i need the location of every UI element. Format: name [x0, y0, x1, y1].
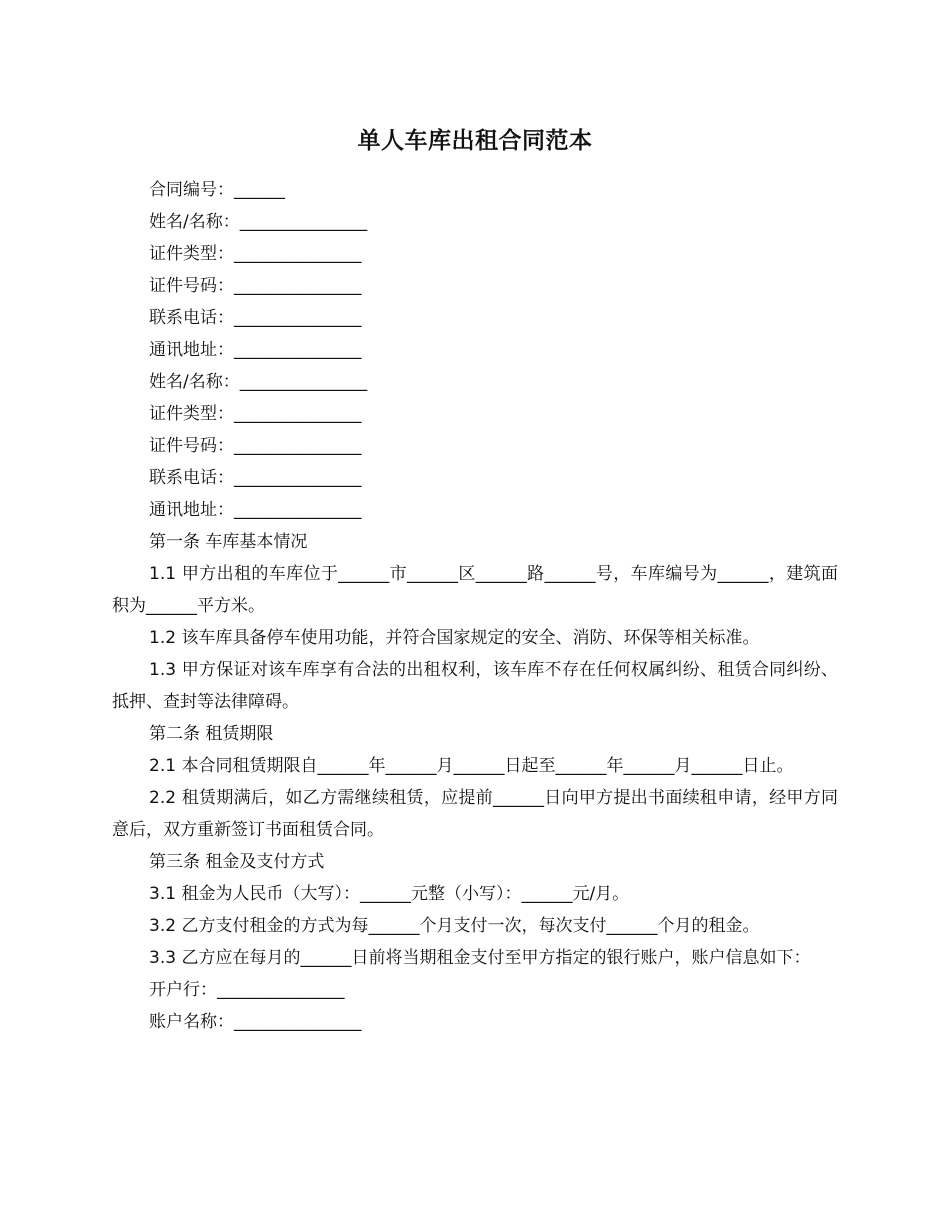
party-a-name-field: 姓名/名称：_______________ [149, 212, 368, 232]
party-b-phone-field: 联系电话：_______________ [149, 468, 362, 488]
party-b-id-number-field: 证件号码：_______________ [149, 436, 362, 456]
party-b-id-type-field: 证件类型：_______________ [149, 404, 362, 424]
clause-3-2: 3.2 乙方支付租金的方式为每______个月支付一次，每次支付______个月的租金。 [149, 916, 760, 936]
party-a-address-field: 通讯地址：_______________ [149, 340, 362, 360]
party-a-id-type-field: 证件类型：_______________ [149, 244, 362, 264]
clause-1-2: 1.2 该车库具备停车使用功能，并符合国家规定的安全、消防、环保等相关标准。 [149, 628, 760, 648]
document-title: 单人车库出租合同范本 [357, 128, 593, 154]
bank-field: 开户行：_______________ [149, 980, 345, 1000]
article-2-heading: 第二条 租赁期限 [149, 724, 274, 744]
party-b-address-field: 通讯地址：_______________ [149, 500, 362, 520]
article-3-heading: 第三条 租金及支付方式 [149, 852, 325, 872]
account-name-field: 账户名称：_______________ [149, 1012, 362, 1032]
clause-2-2: 2.2 租赁期满后，如乙方需继续租赁，应提前______日向甲方提出书面续租申请，经甲方同意后，双方重新签订书面租赁合同。 [112, 788, 838, 840]
article-1-heading: 第一条 车库基本情况 [149, 532, 308, 552]
clause-1-1: 1.1 甲方出租的车库位于______市______区______路______号，车库编号为______，建筑面积为______平方米。 [112, 564, 838, 616]
clause-2-1: 2.1 本合同租赁期限自______年______月______日起至______年______月______日止。 [149, 756, 794, 776]
document-body [112, 174, 838, 1038]
contract-number-field: 合同编号：______ [149, 180, 285, 200]
clause-3-3: 3.3 乙方应在每月的______日前将当期租金支付至甲方指定的银行账户，账户信息如下： [149, 948, 811, 968]
clause-1-3: 1.3 甲方保证对该车库享有合法的出租权利，该车库不存在任何权属纠纷、租赁合同纠纷、抵押、查封等法律障碍。 [112, 660, 838, 712]
clause-3-1: 3.1 租金为人民币（大写）：______元整（小写）：______元/月。 [149, 884, 630, 904]
party-a-id-number-field: 证件号码：_______________ [149, 276, 362, 296]
party-b-name-field: 姓名/名称：_______________ [149, 372, 368, 392]
party-a-phone-field: 联系电话：_______________ [149, 308, 362, 328]
